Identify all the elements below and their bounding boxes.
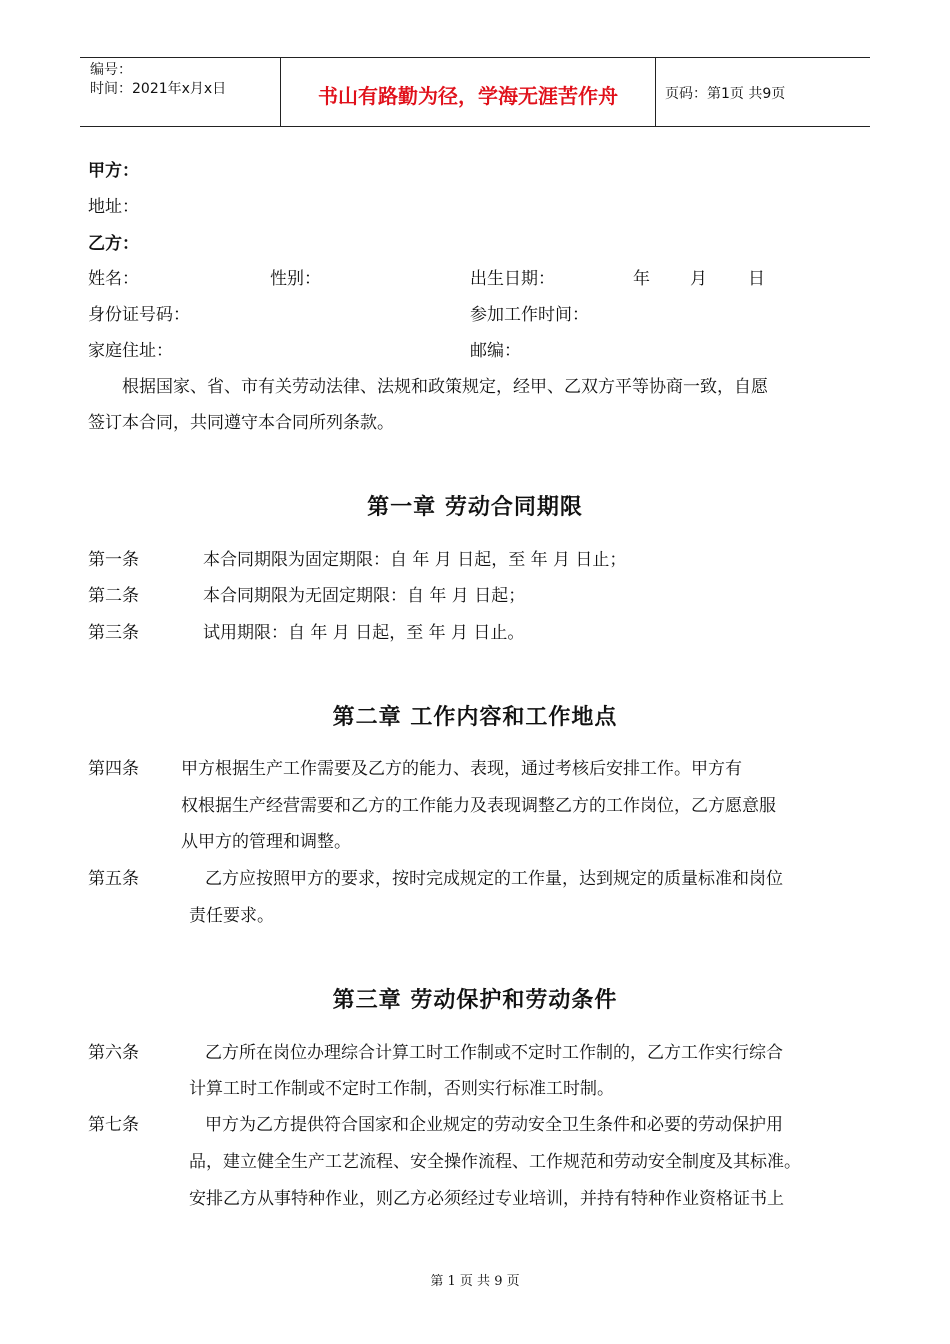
birth-day: 日: [748, 269, 765, 289]
address-label: 地址：: [88, 197, 139, 217]
intro-line: 签订本合同，共同遵守本合同所列条款。: [88, 413, 394, 433]
chapter-title: 第三章 劳动保护和劳动条件: [332, 988, 618, 1013]
birth-year: 年: [633, 269, 650, 289]
article-line: 乙方应按照甲方的要求，按时完成规定的工作量，达到规定的质量标准和岗位: [205, 869, 783, 889]
article-line: 责任要求。: [189, 906, 274, 926]
article-number: 第一条: [88, 550, 139, 570]
intro-line: 根据国家、省、市有关劳动法律、法规和政策规定，经甲、乙双方平等协商一致，自愿: [122, 377, 768, 397]
article-line: 乙方所在岗位办理综合计算工时工作制或不定时工作制的，乙方工作实行综合: [205, 1043, 783, 1063]
id-label: 身份证号码：: [88, 305, 190, 325]
article-text: 本合同期限为无固定期限：自 年 月 日起；: [203, 586, 526, 606]
name-label: 姓名：: [88, 269, 139, 289]
article-line: 甲方为乙方提供符合国家和企业规定的劳动安全卫生条件和必要的劳动保护用: [205, 1115, 783, 1135]
zip-label: 邮编：: [470, 341, 521, 361]
header-motto: 书山有路勤为径，学海无涯苦作舟: [318, 84, 618, 108]
chapter-title: 第二章 工作内容和工作地点: [332, 705, 618, 730]
article-text: 试用期限：自 年 月 日起，至 年 月 日止。: [203, 623, 525, 643]
article-number: 第三条: [88, 623, 139, 643]
page-footer: 第 1 页 共 9 页: [430, 1274, 520, 1289]
header-divider: [655, 58, 656, 126]
article-number: 第六条: [88, 1043, 139, 1063]
serial-label: 编号：: [90, 62, 132, 78]
party-b-label: 乙方：: [88, 234, 139, 254]
article-line: 安排乙方从事特种作业，则乙方必须经过专业培训，并持有特种作业资格证书上: [189, 1189, 784, 1209]
article-number: 第五条: [88, 869, 139, 889]
birth-label: 出生日期：: [470, 269, 555, 289]
work-start-label: 参加工作时间：: [470, 305, 589, 325]
page-header: [80, 57, 870, 127]
article-number: 第四条: [88, 759, 139, 779]
article-line: 计算工时工作制或不定时工作制，否则实行标准工时制。: [189, 1079, 614, 1099]
birth-month: 月: [690, 269, 707, 289]
gender-label: 性别：: [270, 269, 321, 289]
article-line: 品，建立健全生产工艺流程、安全操作流程、工作规范和劳动安全制度及其标准。: [189, 1152, 801, 1172]
article-number: 第七条: [88, 1115, 139, 1135]
article-number: 第二条: [88, 586, 139, 606]
header-page-info: 页码：第1页 共9页: [665, 86, 786, 102]
header-meta: [90, 61, 226, 99]
time-label: 时间：2021年x月x日: [90, 81, 227, 97]
home-label: 家庭住址：: [88, 341, 173, 361]
article-line: 甲方根据生产工作需要及乙方的能力、表现，通过考核后安排工作。甲方有: [181, 759, 742, 779]
chapter-title: 第一章 劳动合同期限: [367, 495, 583, 520]
article-line: 权根据生产经营需要和乙方的工作能力及表现调整乙方的工作岗位，乙方愿意服: [181, 796, 776, 816]
article-text: 本合同期限为固定期限：自 年 月 日起，至 年 月 日止；: [203, 550, 627, 570]
article-line: 从甲方的管理和调整。: [181, 832, 351, 852]
party-a-label: 甲方：: [88, 161, 139, 181]
